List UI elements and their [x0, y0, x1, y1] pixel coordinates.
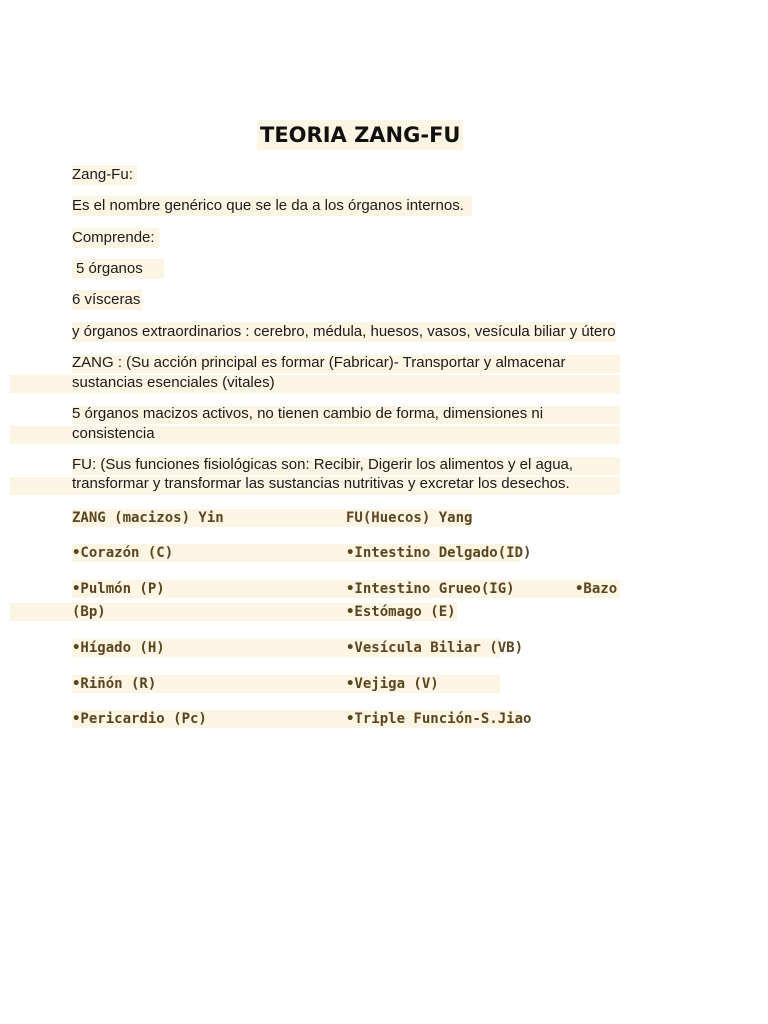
- zang-item-pulmon: •Pulmón (P): [72, 581, 165, 597]
- zang-item-bazo: •Bazo: [575, 581, 618, 597]
- zang-item-rinon: •Riñón (R): [72, 676, 157, 692]
- zang-item-corazon: •Corazón (C): [72, 545, 174, 561]
- zang-column-header: ZANG (macizos) Yin: [72, 510, 224, 526]
- zang-description-line2: sustancias esenciales (vitales): [72, 374, 275, 391]
- fu-description-line1: FU: (Sus funciones fisiológicas son: Recibir, Digerir los alimentos y el agua,: [72, 456, 574, 473]
- comprende-label: Comprende:: [72, 228, 159, 248]
- definition-text: Es el nombre genérico que se le da a los órganos internos.: [72, 196, 472, 216]
- fu-item-vesicula-biliar: •Vesícula Biliar (VB): [346, 640, 524, 656]
- fu-item-intestino-delgado: •Intestino Delgado(ID): [346, 545, 532, 561]
- fu-item-intestino-grueso: •Intestino Grueo(IG): [346, 581, 515, 597]
- visceras-count-text: 6 vísceras: [72, 291, 141, 308]
- zang-description-line1: ZANG : (Su acción principal es formar (Fabricar)- Transportar y almacenar: [72, 354, 566, 371]
- zang-item-pericardio: •Pericardio (Pc): [72, 711, 207, 727]
- organos-macizos-line2: consistencia: [72, 425, 155, 442]
- fu-item-vejiga: •Vejiga (V): [346, 676, 439, 692]
- zang-item-bazo-abbr: (Bp): [72, 604, 106, 620]
- organos-count-text: 5 órganos: [72, 259, 164, 279]
- fu-item-estomago: •Estómago (E): [346, 604, 456, 620]
- organos-extraordinarios-text: y órganos extraordinarios : cerebro, médula, huesos, vasos, vesícula biliar y útero: [72, 323, 616, 340]
- fu-column-header: FU(Huecos) Yang: [346, 510, 473, 526]
- fu-description-line2: transformar y transformar las sustancias nutritivas y excretar los desechos.: [72, 475, 570, 492]
- zang-item-higado: •Hígado (H): [72, 640, 165, 656]
- organos-macizos-line1: 5 órganos macizos activos, no tienen cambio de forma, dimensiones ni: [72, 405, 544, 422]
- page-title: TEORIA ZANG-FU: [257, 120, 463, 150]
- fu-item-triple-funcion: •Triple Función-S.Jiao: [346, 711, 532, 727]
- zang-fu-label: Zang-Fu:: [72, 165, 137, 185]
